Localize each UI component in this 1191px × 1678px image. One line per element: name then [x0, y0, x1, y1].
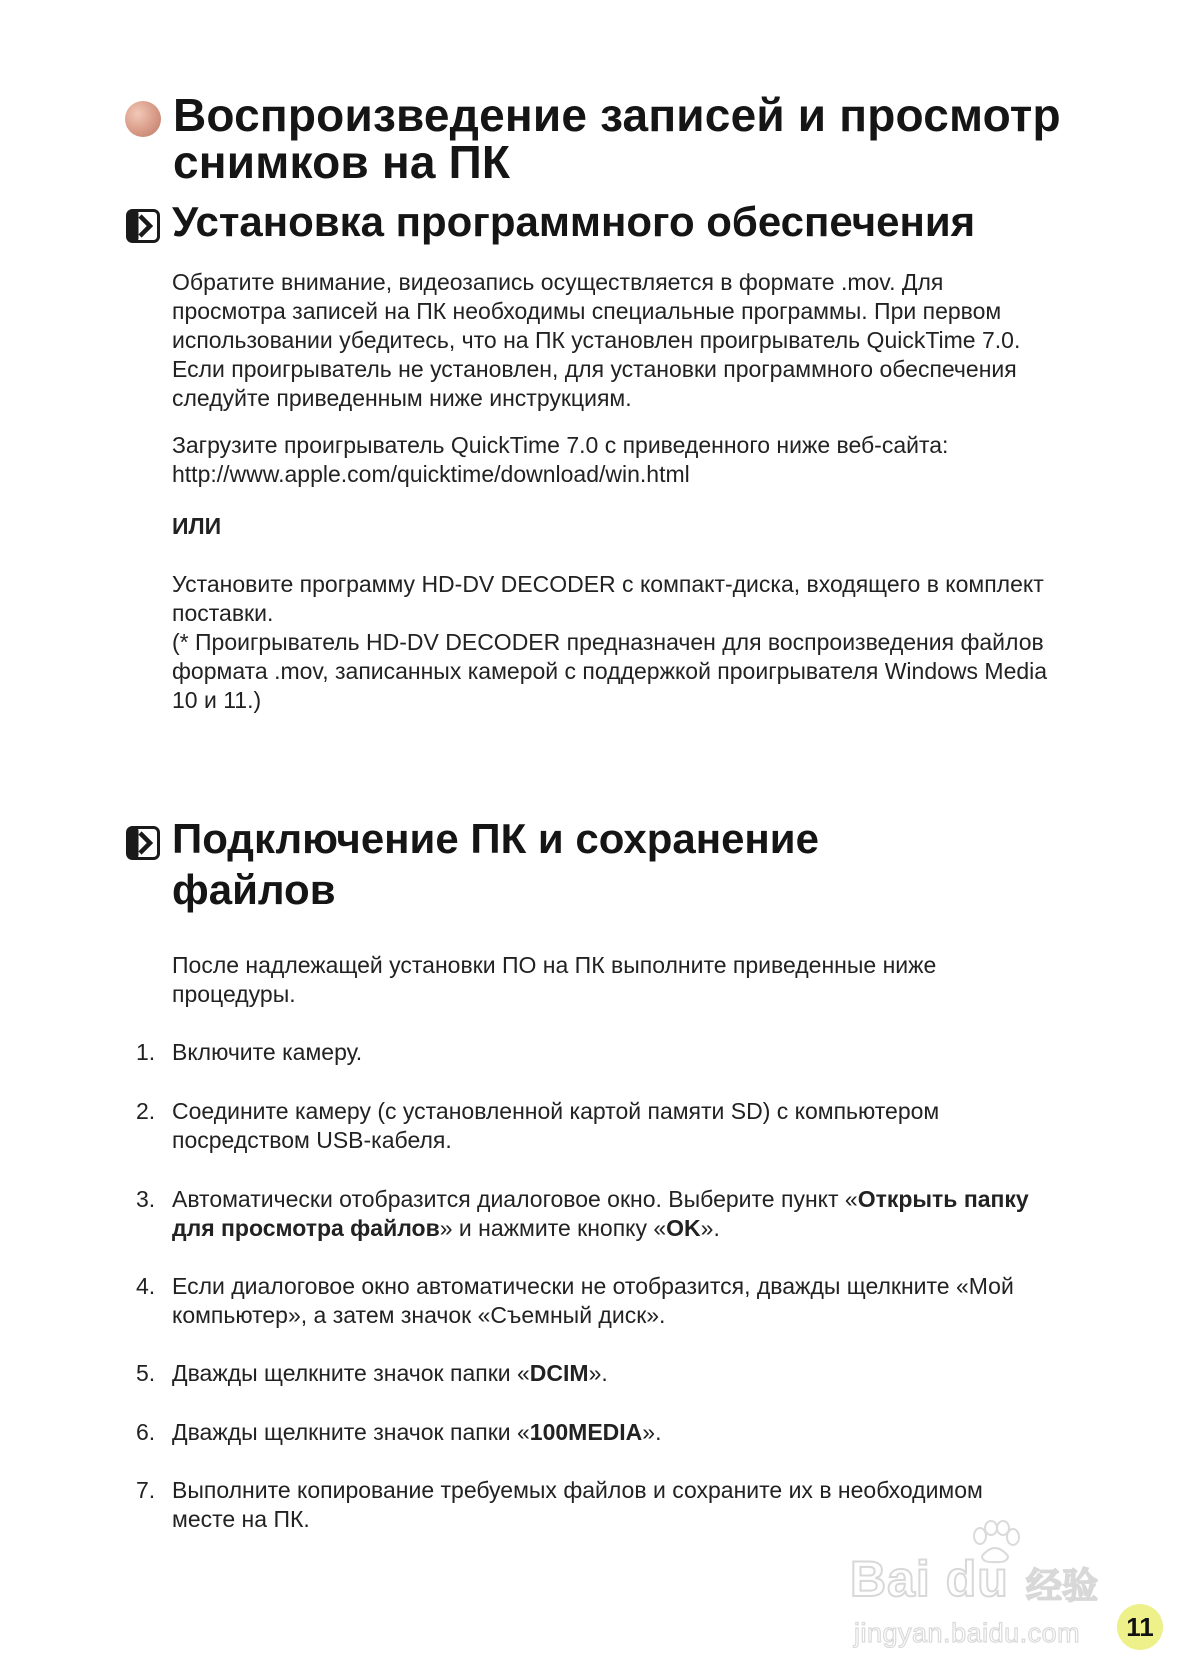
step-bold-option: Открыть папку для просмотра файлов: [172, 1186, 1029, 1241]
or-label: ИЛИ: [172, 513, 222, 539]
section-arrow-icon: [126, 826, 160, 860]
list-text: [172, 1418, 1052, 1447]
baidu-watermark: [850, 1520, 1130, 1648]
page-title-line2: снимков на ПК: [173, 136, 511, 188]
watermark-brand: Bai du: [850, 1551, 1009, 1607]
step-text-post: ».: [642, 1419, 662, 1445]
decoder-note: (* Проигрыватель HD-DV DECODER предназначен для воспроизведения файлов формата .mov, записанных камерой с поддержкой проигрывателя Windows Media 10 и 11.): [172, 629, 1048, 713]
list-text: Выполните копирование требуемых файлов и сохраните их в необходимом месте на ПК.: [172, 1477, 983, 1532]
list-text: [172, 1185, 1052, 1243]
page-title: [173, 89, 1133, 188]
watermark-brand-cn: 经验: [1026, 1566, 1099, 1607]
section-heading-connect-line2: файлов: [172, 866, 336, 913]
watermark-url: jingyan.baidu.com: [854, 1618, 1081, 1648]
section-arrow-icon: [126, 209, 160, 243]
list-text: Соедините камеру (с установленной картой памяти SD) с компьютером посредством USB-кабеля.: [172, 1098, 940, 1153]
list-number: 1.: [136, 1039, 156, 1065]
title-bullet-icon: [125, 101, 161, 137]
list-number: 3.: [136, 1186, 156, 1212]
list-text: Включите камеру.: [172, 1039, 363, 1065]
download-text: Загрузите проигрыватель QuickTime 7.0 с приведенного ниже веб-сайта:: [172, 432, 949, 458]
software-paragraph: Обратите внимание, видеозапись осуществляется в формате .mov. Для просмотра записей на ПК необходимы специальные программы. При первом использовании убедитесь, что на ПК установлен проигрыватель QuickTime 7.0. Если проигрыватель не установлен, для установки программного обеспечения следуйте приведенным ниже инструкциям.: [172, 269, 1021, 411]
step-text-pre: Автоматически отобразится диалоговое окно. Выберите пункт «: [172, 1186, 858, 1212]
connect-intro: После надлежащей установки ПО на ПК выполните приведенные ниже процедуры.: [172, 952, 937, 1007]
step-bold-button: OK: [666, 1215, 701, 1241]
list-number: 5.: [136, 1360, 156, 1386]
download-paragraph: [172, 431, 1052, 489]
step-bold-folder: DCIM: [529, 1360, 589, 1386]
page-number: 11: [1117, 1604, 1163, 1650]
step-text-pre: Дважды щелкните значок папки «: [172, 1360, 530, 1386]
page-title-line1: Воспроизведение записей и просмотр: [173, 89, 1061, 141]
decoder-paragraph: Установите программу HD-DV DECODER с компакт-диска, входящего в комплект поставки.: [172, 571, 1044, 626]
section-heading-connect: [172, 813, 1092, 915]
step-bold-folder: 100MEDIA: [529, 1419, 643, 1445]
list-number: 7.: [136, 1477, 156, 1503]
list-number: 6.: [136, 1419, 156, 1445]
section-heading-software: Установка программного обеспечения: [172, 198, 976, 245]
step-text-post: ».: [588, 1360, 608, 1386]
list-number: 2.: [136, 1098, 156, 1124]
section-heading-connect-line1: Подключение ПК и сохранение: [172, 815, 819, 862]
step-text-post: ».: [700, 1215, 720, 1241]
list-text: [172, 1359, 1052, 1388]
list-text: Если диалоговое окно автоматически не отобразится, дважды щелкните «Мой компьютер», а затем значок «Съемный диск».: [172, 1273, 1014, 1328]
step-text-pre: Дважды щелкните значок папки «: [172, 1419, 530, 1445]
list-number: 4.: [136, 1273, 156, 1299]
download-url: http://www.apple.com/quicktime/download/win.html: [172, 461, 690, 487]
step-text-mid: » и нажмите кнопку «: [439, 1215, 667, 1241]
